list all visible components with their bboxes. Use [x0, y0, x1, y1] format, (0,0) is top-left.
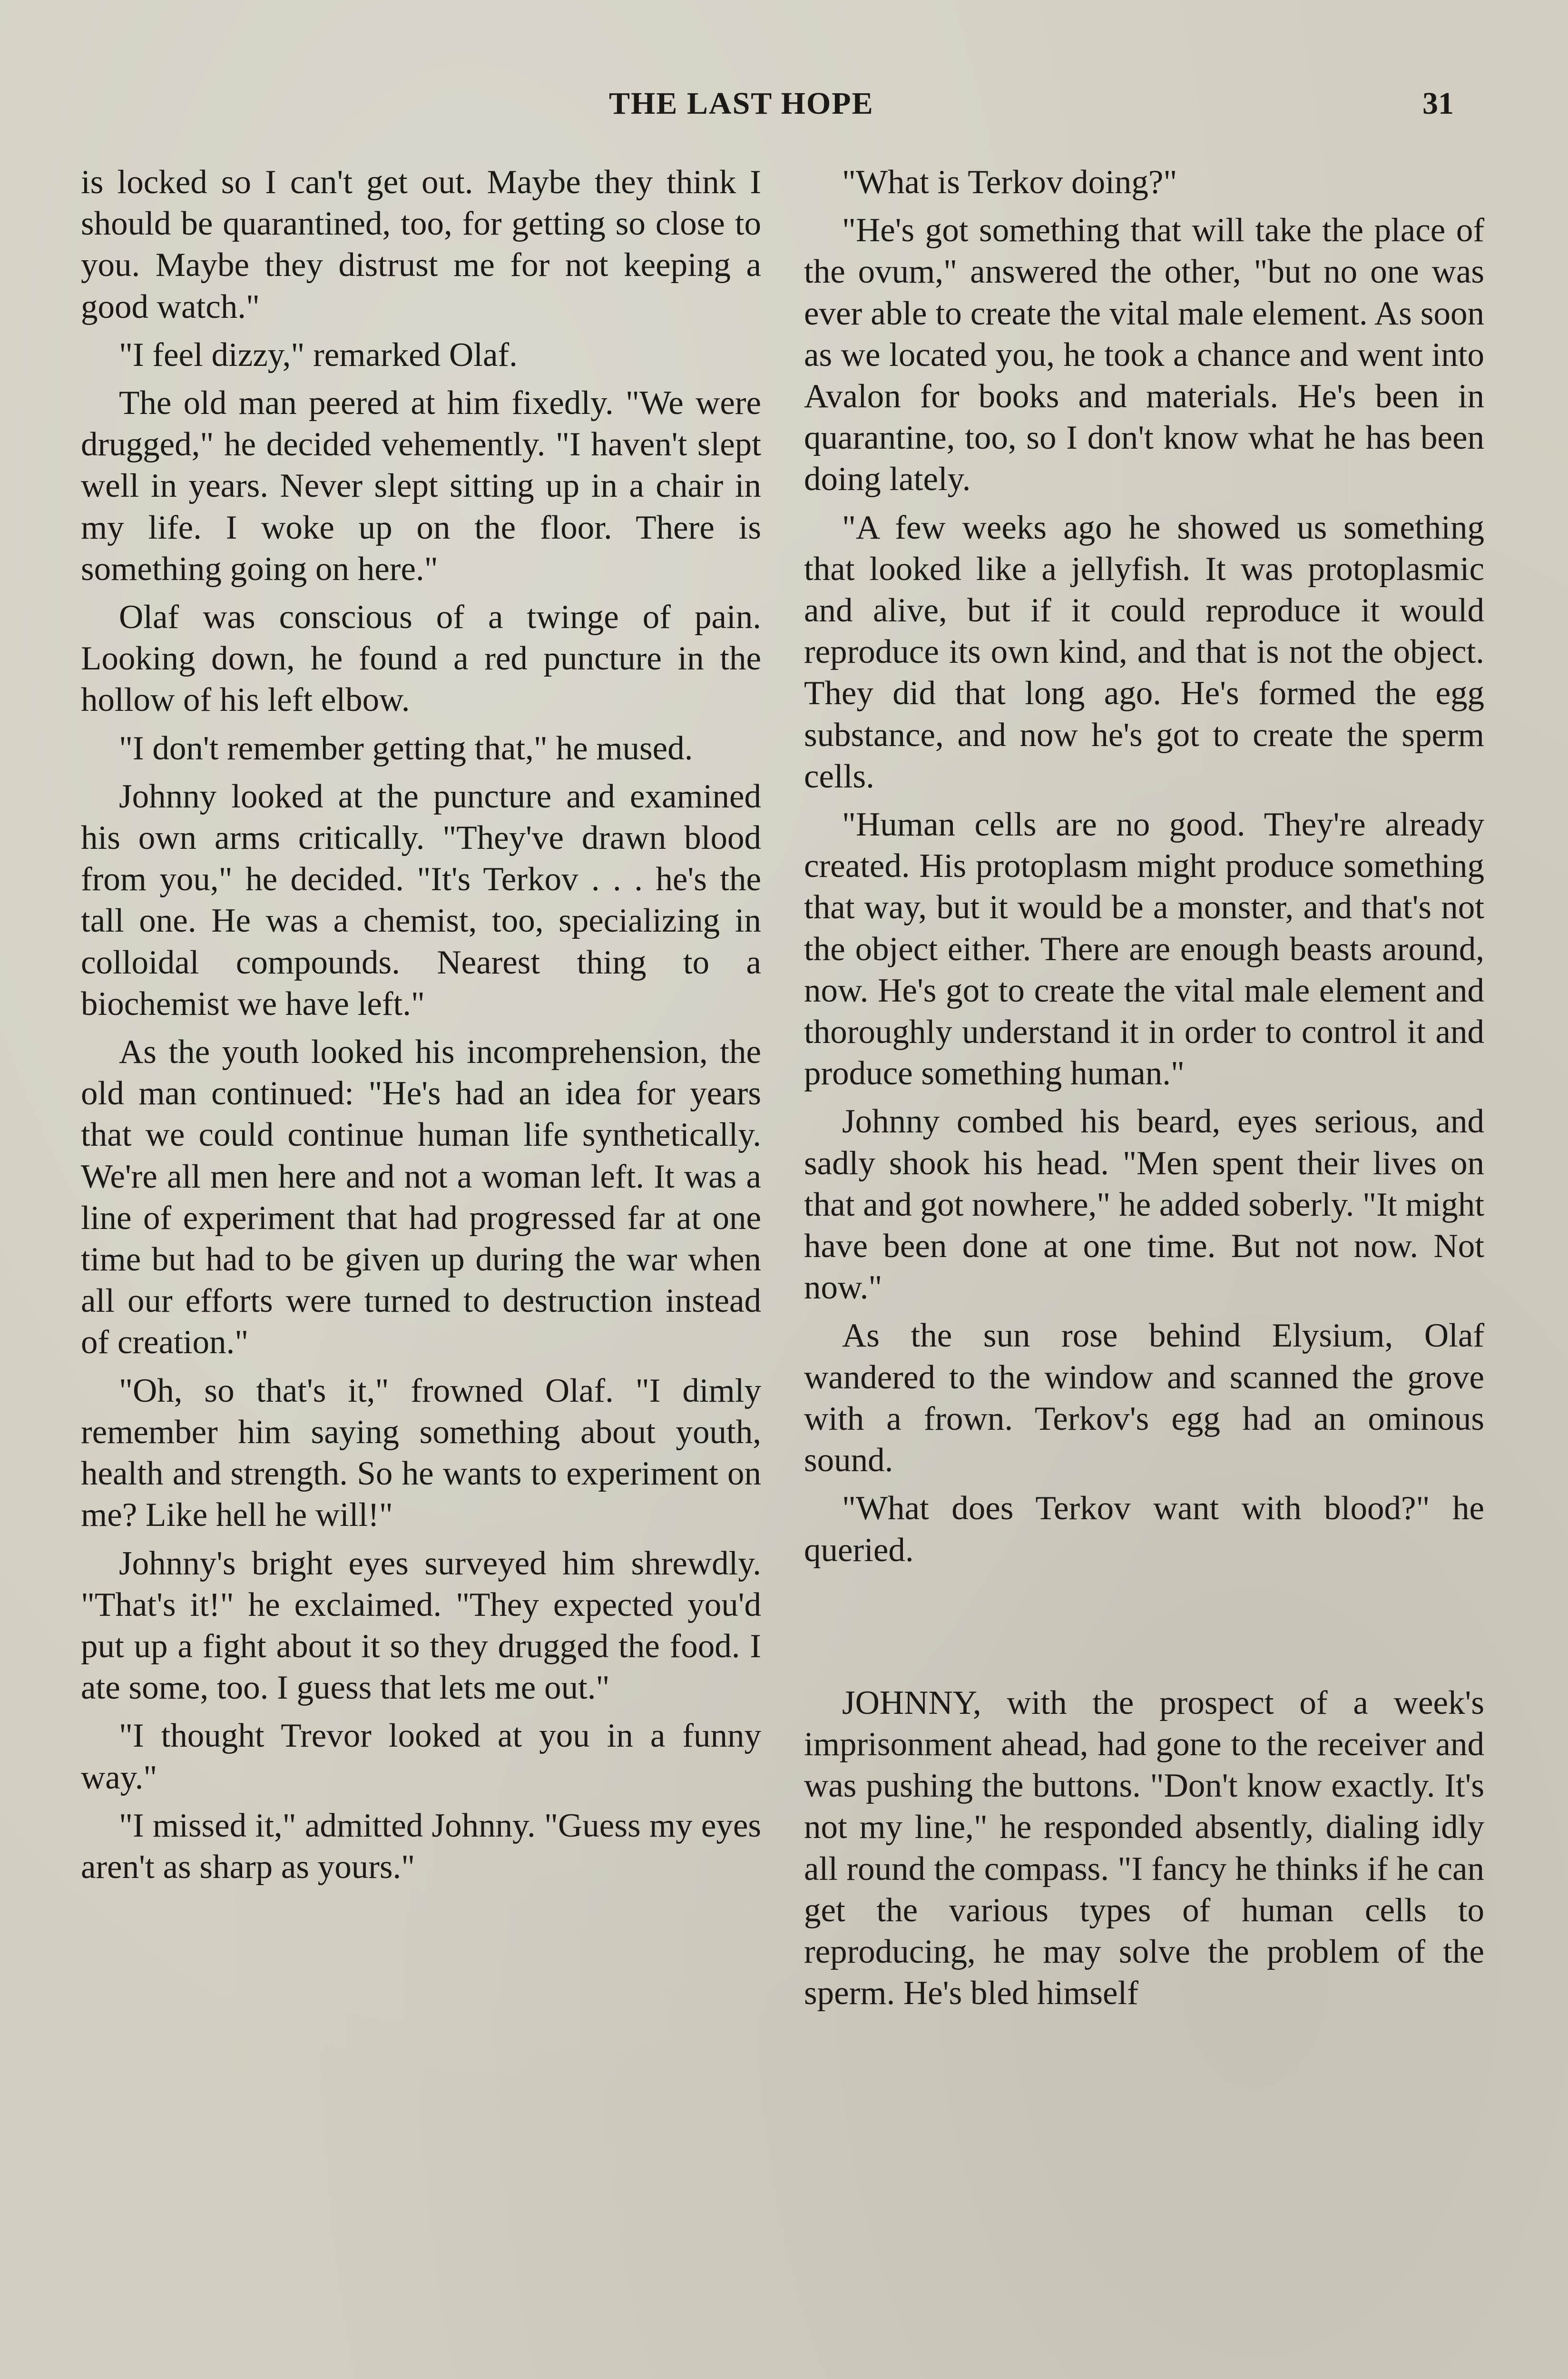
paragraph: "A few weeks ago he showed us something that looked like a jellyfish. It was protoplasmic and alive, but if it could reproduce it would reproduce its own kind, and that is not the object. They did that long ago. He's formed the egg substance, and now he's got to create the sperm cells. [804, 509, 1484, 795]
paragraph: The old man peered at him fixedly. "We were drugged," he decided vehemently. "I haven't slept well in years. Never slept sitting up in a chair in my life. I woke up on the floor. There is something going on here." [81, 384, 761, 588]
paragraph: Johnny combed his beard, eyes serious, and sadly shook his head. "Men spent their lives on that and got nowhere," he added soberly. "It might have been done at one time. But not now. Not now." [804, 1103, 1484, 1307]
running-head [0, 86, 1568, 128]
paragraph: "I feel dizzy," remarked Olaf. [119, 336, 518, 374]
paragraph: is locked so I can't get out. Maybe they think I should be quarantined, too, for getting so close to you. Maybe they distrust me for not keeping a good watch." [81, 164, 761, 325]
paragraph: "I missed it," admitted Johnny. "Guess my eyes aren't as sharp as yours." [81, 1807, 761, 1886]
page-number: 31 [1422, 86, 1454, 121]
paragraph: Johnny's bright eyes surveyed him shrewdly. "That's it!" he exclaimed. "They expected you'd put up a fight about it so they drugged the food. I ate some, too. I guess that lets me out." [81, 1544, 761, 1707]
section-break [804, 1578, 1484, 1682]
left-column [81, 162, 761, 1895]
paragraph: Johnny looked at the puncture and examined his own arms critically. "They've drawn blood from you," he decided. "It's Terkov . . . he's the tall one. He was a chemist, too, specializing in colloidal compounds. Nearest thing to a biochemist we have left." [81, 777, 761, 1022]
paragraph: As the youth looked his incomprehension, the old man continued: "He's had an idea for years that we could continue human life synthetically. We're all men here and not a woman left. It was a line of experiment that had progressed far at one time but had to be given up during the war when all our efforts were turned to destruction instead of creation." [81, 1033, 761, 1361]
paragraph: "Human cells are no good. They're already created. His protoplasm might produce something that way, but it would be a monster, and that's not the object either. There are enough beasts around, now. He's got to create the vital male element and thoroughly understand it in order to control it and produce something human." [804, 806, 1484, 1092]
paragraph: "I thought Trevor looked at you in a funny way." [81, 1717, 761, 1796]
paragraph: JOHNNY, with the prospect of a week's imprisonment ahead, had gone to the receiver and was pushing the buttons. "Don't know exactly. It's not my line," he responded absently, dialing idly all round the compass. "I fancy he thinks if he can get the various types of human cells to reproducing, he may solve the problem of the sperm. He's bled himself [804, 1684, 1484, 2012]
paragraph: "He's got something that will take the place of the ovum," answered the other, "but no one was ever able to create the vital male element. As soon as we located you, he took a chance and went into Avalon for books and materials. He's been in quarantine, too, so I don't know what he has been doing lately. [804, 212, 1484, 498]
paragraph: "What is Terkov doing?" [842, 164, 1177, 201]
paragraph: "Oh, so that's it," frowned Olaf. "I dimly remember him saying something about youth, health and strength. So he wants to experiment on me? Like hell he will!" [81, 1372, 761, 1534]
paragraph: "What does Terkov want with blood?" he queried. [804, 1490, 1484, 1569]
paragraph: Olaf was conscious of a twinge of pain. Looking down, he found a red puncture in the hollow of his left elbow. [81, 599, 761, 719]
paragraph: "I don't remember getting that," he mused. [119, 729, 693, 767]
right-column [804, 162, 1484, 2021]
paragraph: As the sun rose behind Elysium, Olaf wandered to the window and scanned the grove with a frown. Terkov's egg had an ominous sound. [804, 1317, 1484, 1479]
page-title: THE LAST HOPE [609, 86, 874, 121]
